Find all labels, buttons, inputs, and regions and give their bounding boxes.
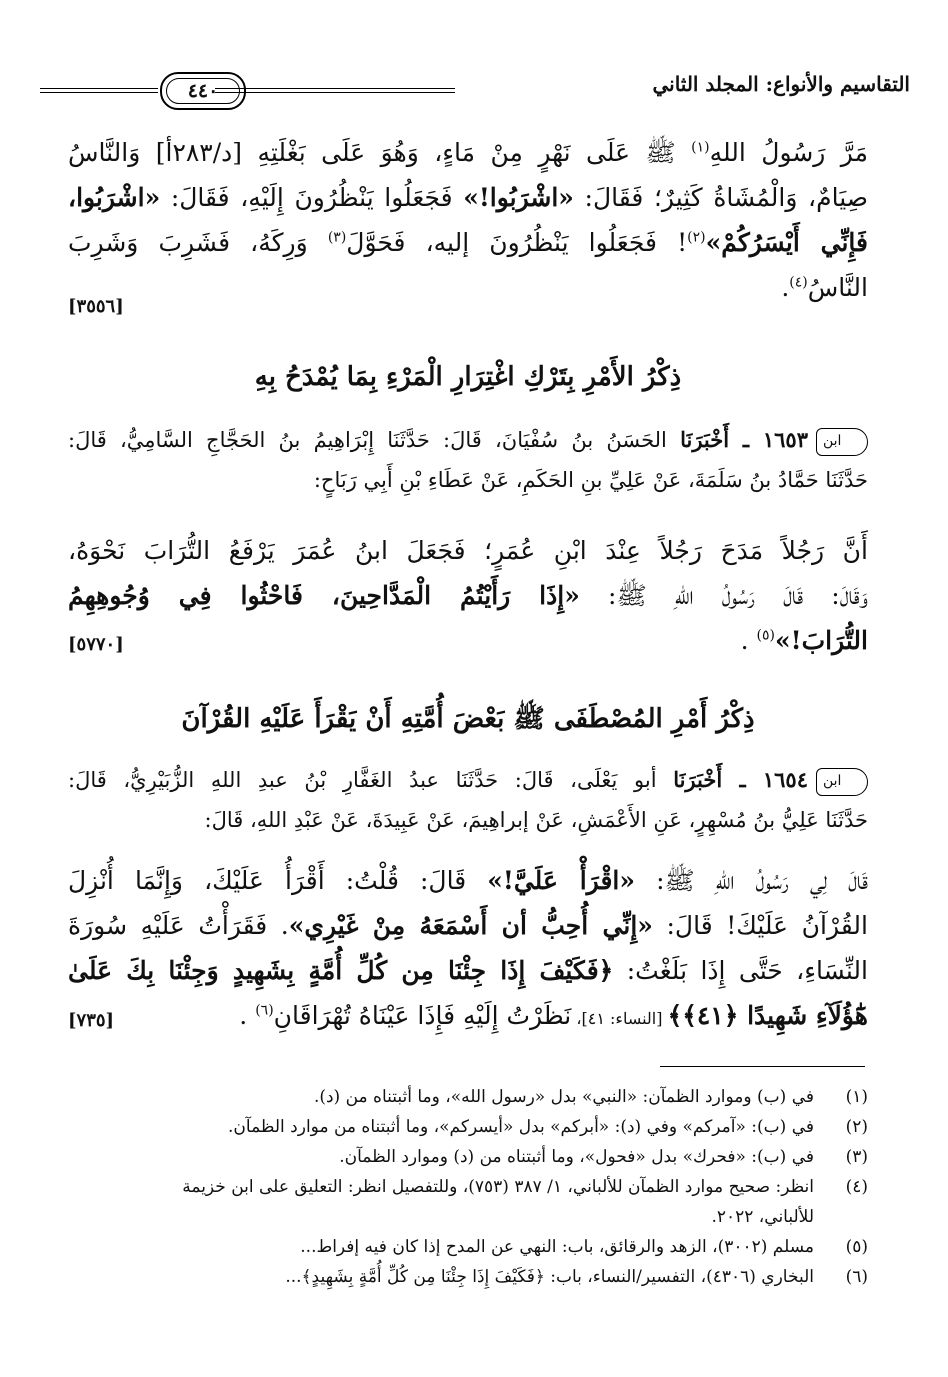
chapter-heading: ذِكْرُ أَمْرِ المُصْطَفَى ﷺ بَعْضَ أُمَّتِهِ أَنْ يَقْرَأَ عَلَيْهِ القُرْآنَ	[181, 704, 755, 734]
text-line: القُرْآنُ عَلَيْكَ! قَالَ: «إِنِّي أُحِبُّ أن أَسْمَعَهُ مِنْ غَيْرِي». فَقَرَأْتُ عَلَيْهِ سُورَةَ	[68, 911, 868, 940]
hadith-reference: [٣٥٥٦]	[68, 296, 124, 317]
text-line: التُّرَابَ!»$^{(٥)}$ .	[740, 626, 868, 655]
running-title: التقاسيم والأنواع: المجلد الثاني	[652, 72, 910, 96]
header-rule-right	[215, 88, 455, 93]
text-line: قَالَ لِي رَسُولُ اللهِ ﷺ: «اقْرَأْ عَلَيَّ!» قَالَ: قُلْتُ: أَقْرَأُ عَلَيْكَ، وَإِنَّمَا أُنْزِلَ	[68, 866, 868, 895]
hadith-marker-icon: ابن	[816, 768, 868, 796]
footnote: (١) في (ب) وموارد الظمآن: «النبي» بدل «رسول الله»، وما أثبتناه من (د).	[313, 1087, 868, 1107]
isnad	[68, 760, 868, 840]
footnote: (٤) انظر: صحيح موارد الظمآن للألباني، ١/ ٣٨٧ (٧٥٣)، وللتفصيل انظر: التعليق على ابن خزيمة للألباني، ٢٠٢٢.	[182, 1177, 868, 1227]
opening-passage	[68, 130, 868, 310]
hadith-reference: [٧٣٥]	[68, 1010, 115, 1031]
footnote: (٢) في (ب): «آمركم» وفي (د): «أبركم» بدل «أيسركم»، وما أثبتناه من موارد الظمآن.	[228, 1117, 868, 1137]
hadith-number: ١٦٥٣	[762, 427, 808, 452]
text-line: صِيَامٌ، وَالْمُشَاةُ كَثِيرٌ؛ فَقَالَ: «اشْرَبُوا!» فَجَعَلُوا يَنْظُرُونَ إِلَيْهِ، فَقَالَ: «اشْرَبُوا،	[68, 183, 868, 212]
header-rule-left	[40, 88, 158, 93]
text-line: هَٰٓؤُلَآءِ شَهِيدًا ﴿٤١﴾﴾ [النساء: ٤١]، نَظَرْتُ إِلَيْهِ فَإِذَا عَيْنَاهُ تُهْرَاقَانِ$^{(٦)}$ .	[239, 1001, 868, 1030]
isnad	[68, 420, 868, 500]
matn	[68, 858, 868, 1041]
page-number: ٤٤٠	[166, 78, 240, 104]
footnotes	[68, 1082, 868, 1292]
chapter-heading: ذِكْرُ الأَمْرِ بِتَرْكِ اغْتِرَارِ الْمَرْءِ بِمَا يُمْدَحُ بِهِ	[254, 362, 682, 392]
text-line: النَّاسُ$^{(٤)}$.	[781, 273, 868, 302]
footnote: (٥) مسلم (٣٠٠٢)، الزهد والرقائق، باب: النهي عن المدح إذا كان فيه إفراط...	[300, 1237, 868, 1257]
text-line: وَقَالَ: قَالَ رَسُولُ اللهِ ﷺ: «إِذَا رَأَيْتُمُ الْمَدَّاحِينَ، فَاحْثُوا فِي وُجُوهِهِمُ	[68, 581, 868, 610]
page-header	[40, 62, 910, 114]
text-line: مَرَّ رَسُولُ اللهِ$^{(١)}$ ﷺ عَلَى نَهْرٍ مِنْ مَاءٍ، وَهُوَ عَلَى بَغْلَتِهِ [د/٢٨٣أ] وَالنَّاسُ	[68, 138, 868, 167]
footnote: (٦) البخاري (٤٣٠٦)، التفسير/النساء، باب: ﴿فَكَيْفَ إِذَا جِئْنَا مِن كُلِّ أُمَّةٍ بِشَهِيدٍ﴾...	[285, 1267, 868, 1287]
text-line: حَدَّثَنَا حَمَّادُ بنُ سَلَمَةَ، عَنْ عَلِيِّ بنِ الحَكَمِ، عَنْ عَطَاءِ بْنِ أَبِي رَبَاحٍ:	[313, 468, 868, 492]
text-line: ابن ١٦٥٣ ـ أَخْبَرَنَا الحَسَنُ بنُ سُفْيَانَ، قَالَ: حَدَّثَنَا إِبْرَاهِيمُ بنُ الحَجَّاجِ السَّامِيُّ، قَالَ:	[68, 420, 868, 460]
footnote: (٣) في (ب): «فحرك» بدل «فحول»، وما أثبتناه من (د) وموارد الظمآن.	[339, 1147, 868, 1167]
text-line: ابن ١٦٥٤ ـ أَخْبَرَنَا أبو يَعْلَى، قَالَ: حَدَّثَنَا عبدُ الغَفَّارِ بْنُ عبدِ اللهِ الزُّبَيْرِيُّ، قَالَ:	[68, 760, 868, 800]
hadith-number: ١٦٥٤	[762, 767, 808, 792]
text-line: النِّسَاءِ، حَتَّى إِذَا بَلَغْتُ: ﴿فَكَيْفَ إِذَا جِئْنَا مِن كُلِّ أُمَّةٍ بِشَهِيدٍ وَجِئْنَا بِكَ عَلَىٰ	[68, 956, 868, 985]
hadith-marker-icon: ابن	[816, 428, 868, 456]
hadith-reference: [٥٧٧٠]	[68, 634, 124, 655]
text-line: أَنَّ رَجُلاً مَدَحَ رَجُلاً عِنْدَ ابْنِ عُمَرٍ؛ فَجَعَلَ ابنُ عُمَرَ يَرْفَعُ التُّرَابَ نَحْوَهُ،	[68, 536, 868, 565]
text-line: فَإِنِّي أَيْسَرُكُمْ»$^{(٢)}$! فَجَعَلُوا يَنْظُرُونَ إليه، فَحَوَّلَ$^{(٣)}$ وَرِكَهُ، فَشَرِبَ وَشَرِبَ	[68, 228, 869, 257]
text-line: حَدَّثَنَا عَلِيُّ بنُ مُسْهِرٍ، عَنِ الأَعْمَشِ، عَنْ إبراهِيمَ، عَنْ عَبِيدَةَ، عَنْ عَبْدِ اللهِ، قَالَ:	[204, 808, 868, 832]
page-number-frame	[160, 72, 246, 110]
footnote-separator	[660, 1066, 865, 1067]
matn	[68, 528, 868, 663]
